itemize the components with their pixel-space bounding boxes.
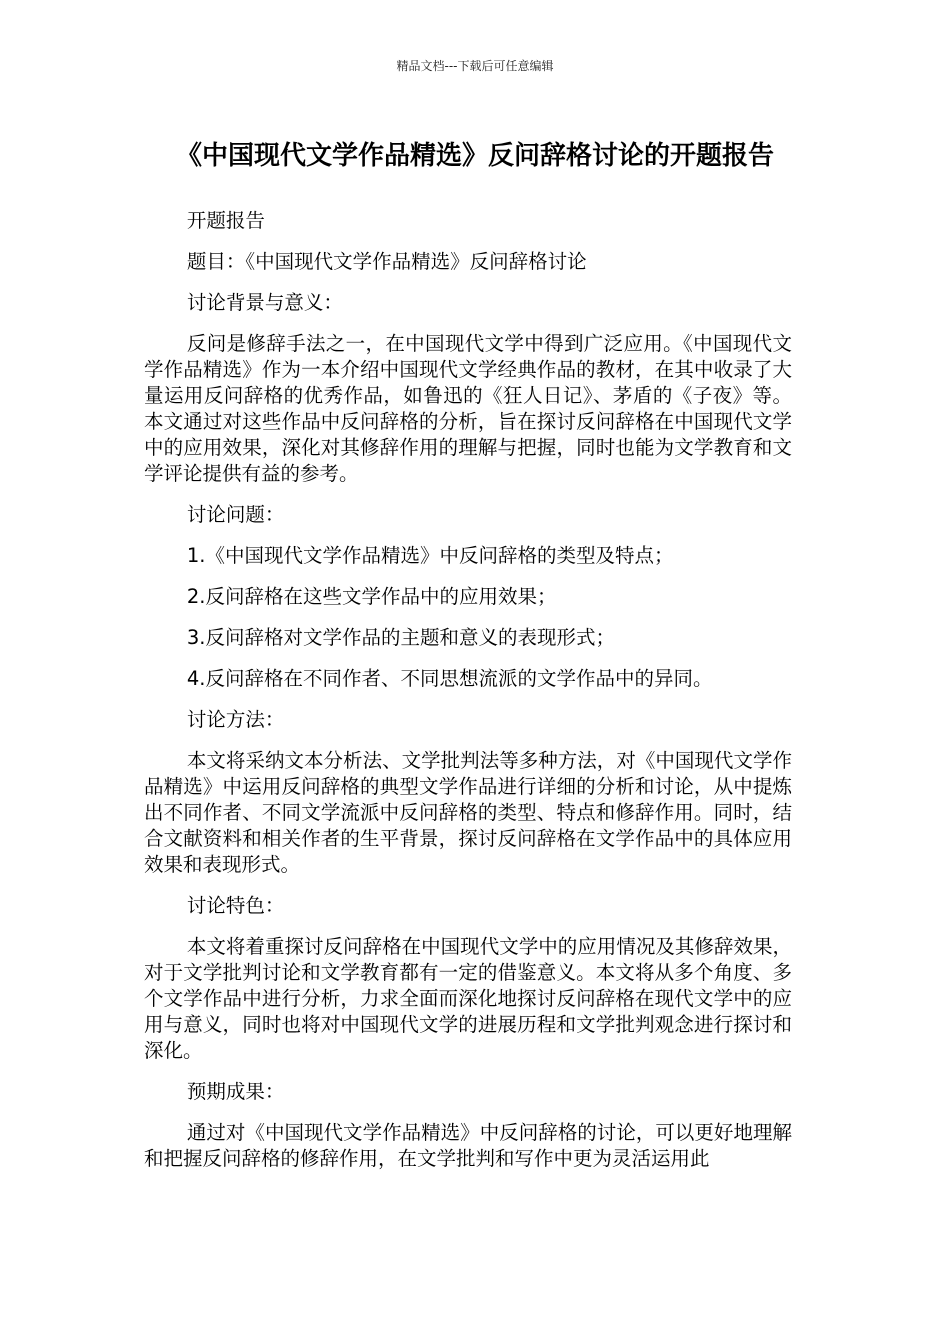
outcome-paragraph: 通过对《中国现代文学作品精选》中反问辞格的讨论，可以更好地理解和把握反问辞格的修辞作用，在文学批判和写作中更为灵活运用此 [144,1121,792,1170]
report-topic: 题目：《中国现代文学作品精选》反问辞格讨论 [186,250,587,273]
background-paragraph: 反问是修辞手法之一，在中国现代文学中得到广泛应用。《中国现代文学作品精选》作为一本介绍中国现代文学经典作品的教材，在其中收录了大量运用反问辞格的优秀作品，如鲁迅的《狂人日记》、茅盾的《子夜》等。本文通过对这些作品中反问辞格的分析，旨在探讨反问辞格在中国现代文学中的应用效果，深化对其修辞作用的理解与把握，同时也能为文学教育和文学评论提供有益的参考。 [144,332,792,485]
outcome-heading: 预期成果： [186,1080,285,1103]
page-header-note: 精品文档---下载后可任意编辑 [396,59,554,73]
question-item: 2.反问辞格在这些文学作品中的应用效果； [186,585,557,608]
document-title: 《中国现代文学作品精选》反问辞格讨论的开题报告 [175,141,774,171]
method-heading: 讨论方法： [186,708,285,731]
features-heading: 讨论特色： [186,894,285,917]
question-item: 3.反问辞格对文学作品的主题和意义的表现形式； [186,626,615,649]
report-label: 开题报告 [186,209,265,232]
questions-heading: 讨论问题： [186,503,285,526]
question-item: 4.反问辞格在不同作者、不同思想流派的文学作品中的异同。 [186,667,713,690]
features-paragraph: 本文将着重探讨反问辞格在中国现代文学中的应用情况及其修辞效果，对于文学批判讨论和文学教育都有一定的借鉴意义。本文将从多个角度、多个文学作品中进行分析，力求全面而深化地探讨反问辞格在现代文学中的应用与意义，同时也将对中国现代文学的进展历程和文学批判观念进行探讨和深化。 [144,935,792,1062]
question-item: 1.《中国现代文学作品精选》中反问辞格的类型及特点； [186,544,674,567]
method-paragraph: 本文将采纳文本分析法、文学批判法等多种方法，对《中国现代文学作品精选》中运用反问辞格的典型文学作品进行详细的分析和讨论，从中提炼出不同作者、不同文学流派中反问辞格的类型、特点和修辞作用。同时，结合文献资料和相关作者的生平背景，探讨反问辞格在文学作品中的具体应用效果和表现形式。 [144,749,792,876]
document-body [144,208,792,1187]
background-heading: 讨论背景与意义： [186,291,343,314]
